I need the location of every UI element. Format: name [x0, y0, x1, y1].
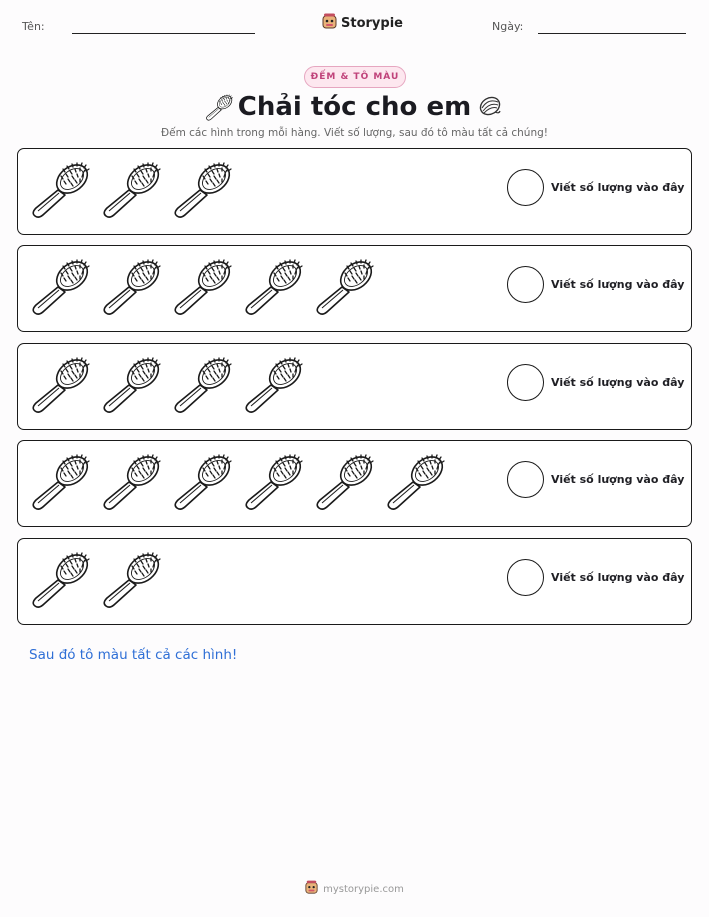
hairbrush-icon [241, 254, 305, 318]
answer-circle[interactable] [507, 364, 544, 401]
hairbrush-icon [312, 449, 376, 513]
hairbrush-icon [241, 352, 305, 416]
hairbrush-icon [170, 254, 234, 318]
name-label: Tên: [22, 20, 45, 33]
storypie-mascot-icon [322, 13, 337, 34]
hairbrush-icon [99, 157, 163, 221]
counting-row-3 [17, 343, 692, 430]
page-title: Chải tóc cho em [237, 92, 472, 122]
answer-label: Viết số lượng vào đây [551, 278, 685, 291]
brand-name: Storypie [341, 16, 403, 31]
name-line[interactable] [72, 33, 255, 34]
hair-tie-icon [476, 92, 504, 124]
hairbrush-icon [241, 449, 305, 513]
answer-circle[interactable] [507, 559, 544, 596]
hairbrush-icon [28, 254, 92, 318]
hairbrush-icon [99, 449, 163, 513]
hairbrush-icon [170, 157, 234, 221]
category-badge: ĐẾM & TÔ MÀU [304, 66, 406, 88]
counting-row-4 [17, 440, 692, 527]
hairbrush-icon [99, 254, 163, 318]
answer-label: Viết số lượng vào đây [551, 473, 685, 486]
hairbrush-icon [99, 352, 163, 416]
answer-circle[interactable] [507, 169, 544, 206]
hairbrush-icon [28, 547, 92, 611]
answer-label: Viết số lượng vào đây [551, 376, 685, 389]
answer-label: Viết số lượng vào đây [551, 181, 685, 194]
counting-row-2 [17, 245, 692, 332]
storypie-mascot-icon [305, 880, 318, 898]
hairbrush-icon [99, 547, 163, 611]
footer-url[interactable]: mystorypie.com [323, 883, 404, 895]
hairbrush-icon [28, 352, 92, 416]
counting-row-1 [17, 148, 692, 235]
brand-logo [322, 13, 403, 34]
footer-instruction: Sau đó tô màu tất cả các hình! [29, 647, 238, 663]
hairbrush-icon [28, 157, 92, 221]
answer-circle[interactable] [507, 461, 544, 498]
hairbrush-icon [170, 352, 234, 416]
site-footer [0, 880, 709, 898]
date-label: Ngày: [492, 20, 524, 33]
hairbrush-icon [170, 449, 234, 513]
hairbrush-icon [28, 449, 92, 513]
date-line[interactable] [538, 33, 686, 34]
instructions: Đếm các hình trong mỗi hàng. Viết số lượng, sau đó tô màu tất cả chúng! [160, 127, 548, 139]
answer-circle[interactable] [507, 266, 544, 303]
hairbrush-icon [383, 449, 447, 513]
answer-label: Viết số lượng vào đây [551, 571, 685, 584]
hairbrush-icon [312, 254, 376, 318]
counting-row-5 [17, 538, 692, 625]
